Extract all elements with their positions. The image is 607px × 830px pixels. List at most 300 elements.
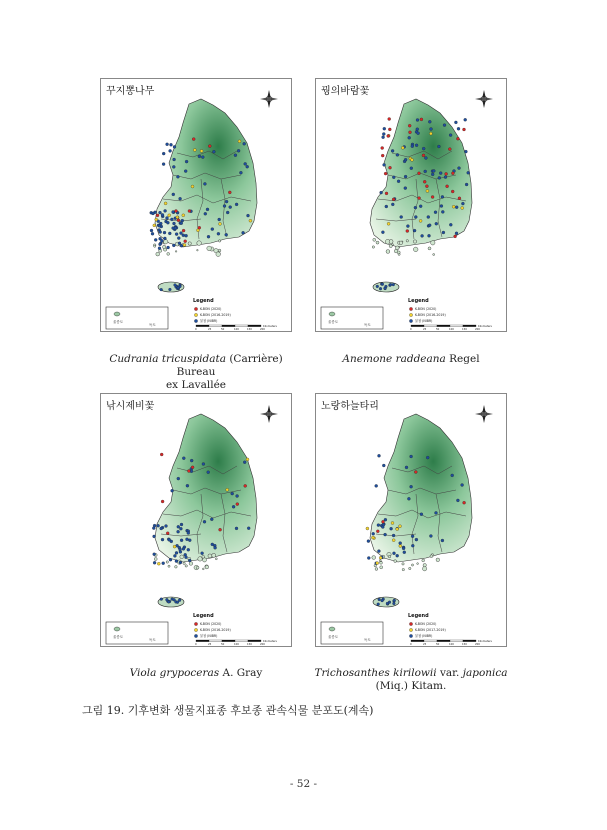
legend-title: Legend [408, 613, 429, 619]
legend-label: K-BON (2020) [200, 307, 222, 312]
scale-label: 0 [410, 643, 412, 646]
occurrence-point [185, 160, 188, 163]
occurrence-point [425, 185, 428, 188]
occurrence-point [389, 283, 392, 286]
occurrence-point [419, 205, 422, 208]
coastal-island [389, 240, 393, 244]
occurrence-point [170, 143, 173, 146]
occurrence-point [242, 231, 245, 234]
occurrence-point [442, 231, 445, 234]
occurrence-point [461, 207, 464, 210]
occurrence-point [451, 474, 454, 477]
occurrence-point [424, 170, 427, 173]
north-arrow-icon [475, 90, 493, 108]
legend-title: Legend [408, 298, 429, 304]
occurrence-point [407, 497, 410, 500]
occurrence-point [234, 154, 237, 157]
occurrence-point [159, 231, 162, 234]
legend-marker [409, 634, 412, 637]
occurrence-point [408, 124, 411, 127]
occurrence-point [393, 552, 396, 555]
occurrence-point [183, 244, 186, 247]
occurrence-point [390, 527, 393, 530]
occurrence-point [438, 176, 441, 179]
occurrence-point [172, 244, 175, 247]
coastal-island [422, 567, 426, 571]
occurrence-point [382, 523, 385, 526]
occurrence-point [440, 205, 443, 208]
occurrence-point [456, 137, 459, 140]
occurrence-point [187, 532, 190, 535]
occurrence-point [179, 197, 182, 200]
occurrence-point [172, 193, 175, 196]
scale-bar [195, 639, 278, 646]
figure-caption: 그림 19. 기후변화 생물지표종 후보종 관속식물 분포도(계속) [82, 704, 374, 717]
occurrence-point [239, 171, 242, 174]
occurrence-point [389, 166, 392, 169]
occurrence-point [238, 140, 241, 143]
occurrence-point [163, 231, 166, 234]
occurrence-point [411, 145, 414, 148]
legend-label: K-BON (2020) [415, 307, 437, 312]
occurrence-point [182, 547, 185, 550]
occurrence-point [206, 208, 209, 211]
occurrence-point [153, 524, 156, 527]
north-arrow-icon [260, 90, 278, 108]
coastal-island [197, 249, 199, 251]
occurrence-point [434, 211, 437, 214]
occurrence-point [204, 212, 207, 215]
scale-label: 200 [475, 643, 480, 646]
scale-label: 50 [436, 643, 440, 646]
occurrence-point [217, 232, 220, 235]
coastal-island [389, 244, 392, 247]
occurrence-point [173, 222, 176, 225]
occurrence-point [452, 205, 455, 208]
coastal-island [196, 566, 199, 569]
occurrence-point [173, 554, 176, 557]
occurrence-point [184, 170, 187, 173]
occurrence-point [411, 158, 414, 161]
occurrence-point [168, 538, 171, 541]
species-author: (Carrière) Bureau [176, 353, 283, 378]
coastal-island [208, 554, 212, 558]
legend-marker [409, 319, 412, 322]
occurrence-point [366, 527, 369, 530]
occurrence-point [160, 527, 163, 530]
occurrence-point [385, 192, 388, 195]
occurrence-point [392, 539, 395, 542]
coastal-island [156, 252, 160, 256]
coastal-island [183, 562, 185, 564]
coastal-island [175, 251, 177, 253]
occurrence-point [156, 214, 159, 217]
occurrence-point [463, 501, 466, 504]
coastal-island [380, 561, 383, 564]
occurrence-point [186, 538, 189, 541]
occurrence-point [169, 558, 172, 561]
legend-label: 불참 (NIBR) [200, 319, 218, 324]
scale-label: 150 [462, 328, 467, 331]
occurrence-point [202, 463, 205, 466]
occurrence-point [175, 560, 178, 563]
coastal-island [154, 558, 157, 561]
occurrence-point [182, 457, 185, 460]
occurrence-point [417, 132, 420, 135]
occurrence-point [154, 238, 157, 241]
occurrence-point [153, 553, 156, 556]
legend-title: Legend [193, 613, 214, 619]
occurrence-point [173, 158, 176, 161]
legend-label: K-BON (2016-2019) [200, 313, 231, 318]
scale-label: 25 [423, 328, 427, 331]
inset-label-dokdo: 독도 [364, 638, 371, 642]
occurrence-point [180, 244, 183, 247]
occurrence-point [392, 283, 395, 286]
occurrence-point [164, 202, 167, 205]
occurrence-point [397, 180, 400, 183]
occurrence-point [188, 210, 191, 213]
occurrence-point [178, 242, 181, 245]
occurrence-point [161, 213, 164, 216]
occurrence-point [380, 191, 383, 194]
occurrence-point [214, 546, 217, 549]
scale-label: 100 [449, 643, 454, 646]
scale-unit: Kilometers [478, 325, 492, 328]
occurrence-point [431, 173, 434, 176]
coastal-island [373, 238, 376, 241]
coastal-island [406, 240, 408, 242]
occurrence-point [392, 198, 395, 201]
legend-label: 불참 (NIBR) [200, 634, 218, 639]
occurrence-point [246, 165, 249, 168]
occurrence-point [201, 156, 204, 159]
occurrence-point [174, 284, 177, 287]
occurrence-point [406, 225, 409, 228]
occurrence-point [451, 190, 454, 193]
scale-label: 200 [475, 328, 480, 331]
occurrence-point [180, 539, 183, 542]
occurrence-point [177, 237, 180, 240]
coastal-island [402, 568, 404, 570]
occurrence-point [180, 232, 183, 235]
occurrence-point [187, 470, 190, 473]
occurrence-point [381, 154, 384, 157]
occurrence-point [171, 489, 174, 492]
occurrence-point [401, 146, 404, 149]
occurrence-point [182, 214, 185, 217]
occurrence-point [150, 229, 153, 232]
occurrence-point [160, 288, 163, 291]
coastal-island [202, 568, 204, 570]
inset-box [321, 622, 383, 644]
occurrence-point [456, 499, 459, 502]
occurrence-point [458, 197, 461, 200]
occurrence-point [162, 152, 165, 155]
scale-label: 200 [260, 328, 265, 331]
occurrence-point [387, 222, 390, 225]
occurrence-point [443, 124, 446, 127]
legend-label: 불참 (NIBR) [415, 319, 433, 324]
occurrence-point [420, 118, 423, 121]
occurrence-point [247, 527, 250, 530]
occurrence-point [229, 206, 232, 209]
occurrence-point [464, 150, 467, 153]
occurrence-point [423, 180, 426, 183]
occurrence-point [441, 539, 444, 542]
coastal-island [202, 555, 205, 558]
occurrence-point [418, 197, 421, 200]
occurrence-point [152, 212, 155, 215]
occurrence-point [175, 210, 178, 213]
occurrence-point [228, 191, 231, 194]
occurrence-point [455, 232, 458, 235]
legend-label: K-BON (2016-2019) [415, 313, 446, 318]
scale-label: 150 [247, 643, 252, 646]
coastal-island [417, 563, 419, 565]
coastal-island [202, 558, 206, 562]
occurrence-point [168, 232, 171, 235]
occurrence-point [383, 163, 386, 166]
occurrence-point [428, 224, 431, 227]
occurrence-point [177, 525, 180, 528]
coastal-island [154, 245, 156, 247]
occurrence-point [180, 523, 183, 526]
legend-label: K-BON (2016-2019) [200, 628, 231, 633]
coastal-island [216, 252, 221, 257]
occurrence-point [211, 228, 214, 231]
species-caption [311, 353, 511, 366]
occurrence-point [163, 237, 166, 240]
occurrence-point [435, 222, 438, 225]
occurrence-point [405, 466, 408, 469]
scale-label: 25 [208, 328, 212, 331]
page-number: - 52 - [289, 778, 318, 790]
occurrence-point [428, 120, 431, 123]
occurrence-point [441, 210, 444, 213]
occurrence-point [376, 285, 379, 288]
occurrence-point [422, 154, 425, 157]
occurrence-point [188, 559, 191, 562]
occurrence-point [159, 222, 162, 225]
occurrence-point [179, 561, 182, 564]
occurrence-point [190, 459, 193, 462]
occurrence-point [376, 530, 379, 533]
occurrence-point [219, 528, 222, 531]
scale-label: 0 [195, 643, 197, 646]
occurrence-point [382, 133, 385, 136]
coastal-island [212, 553, 216, 557]
coastal-island [436, 558, 440, 562]
occurrence-point [428, 234, 431, 237]
occurrence-point [414, 471, 417, 474]
occurrence-point [175, 233, 178, 236]
species-caption [311, 667, 511, 693]
occurrence-point [161, 500, 164, 503]
coastal-island [409, 567, 411, 569]
occurrence-point [410, 455, 413, 458]
scale-bar [410, 639, 493, 646]
species-author: var. [436, 667, 463, 679]
legend-marker [194, 622, 197, 625]
occurrence-point [173, 145, 176, 148]
scale-label: 100 [234, 643, 239, 646]
occurrence-point [422, 147, 425, 150]
coastal-island [428, 247, 431, 250]
coastal-island [372, 556, 376, 560]
occurrence-point [384, 172, 387, 175]
panel-title: 노랑하늘타리 [321, 401, 379, 412]
occurrence-point [182, 229, 185, 232]
scale-unit: Kilometers [263, 640, 277, 643]
coastal-island [379, 560, 381, 562]
inset-box [106, 307, 168, 329]
occurrence-point [429, 132, 432, 135]
occurrence-point [446, 185, 449, 188]
occurrence-point [235, 527, 238, 530]
occurrence-point [404, 158, 407, 161]
occurrence-point [377, 550, 380, 553]
occurrence-point [391, 203, 394, 206]
coastal-island [411, 564, 413, 566]
scale-label: 25 [208, 643, 212, 646]
occurrence-point [167, 246, 170, 249]
panel-title: 꿩의바람꽃 [321, 86, 370, 97]
map-panel-anemone [315, 78, 507, 332]
occurrence-point [159, 243, 162, 246]
occurrence-point [155, 218, 158, 221]
legend-marker [409, 313, 412, 316]
occurrence-point [231, 492, 234, 495]
occurrence-point [427, 216, 430, 219]
species-name: Trichosanthes kirilowii [314, 667, 437, 679]
occurrence-point [424, 157, 427, 160]
occurrence-point [454, 121, 457, 124]
occurrence-point [381, 231, 384, 234]
map-panel-cudrania [100, 78, 292, 332]
occurrence-point [169, 288, 172, 291]
occurrence-point [176, 216, 179, 219]
coastal-island [175, 566, 178, 569]
occurrence-point [172, 165, 175, 168]
occurrence-point [246, 458, 249, 461]
occurrence-point [435, 511, 438, 514]
scale-label: 50 [221, 328, 225, 331]
inset-label-dokdo: 독도 [149, 638, 156, 642]
coastal-island [423, 564, 426, 567]
species-name: Cudrania tricuspidata [109, 353, 226, 365]
occurrence-point [414, 216, 417, 219]
occurrence-point [393, 599, 396, 602]
occurrence-point [396, 554, 399, 557]
occurrence-point [225, 233, 228, 236]
panel-title: 낚시제비꽃 [106, 401, 155, 412]
legend-marker [194, 319, 197, 322]
coastal-island [388, 555, 391, 558]
occurrence-point [409, 131, 412, 134]
occurrence-point [177, 219, 180, 222]
occurrence-point [415, 144, 418, 147]
map-panel-trichosanthes [315, 393, 507, 647]
occurrence-point [382, 136, 385, 139]
occurrence-point [153, 561, 156, 564]
occurrence-point [372, 532, 375, 535]
occurrence-point [454, 235, 457, 238]
coastal-island [380, 566, 383, 569]
occurrence-point [439, 172, 442, 175]
occurrence-point [387, 135, 390, 138]
occurrence-point [191, 466, 194, 469]
occurrence-point [203, 520, 206, 523]
occurrence-point [381, 599, 384, 602]
species-caption [96, 353, 296, 392]
coastal-island [168, 565, 170, 567]
occurrence-point [449, 223, 452, 226]
coastal-island [376, 241, 379, 244]
occurrence-point [166, 221, 169, 224]
coastal-island [431, 241, 435, 245]
occurrence-point [384, 533, 387, 536]
scale-label: 150 [247, 328, 252, 331]
occurrence-point [413, 229, 416, 232]
occurrence-point [208, 145, 211, 148]
coastal-island [218, 249, 221, 252]
legend-marker [194, 634, 197, 637]
occurrence-point [180, 222, 183, 225]
occurrence-point [212, 150, 215, 153]
coastal-island [433, 254, 435, 256]
inset-label-dokdo: 독도 [149, 323, 156, 327]
occurrence-point [465, 183, 468, 186]
occurrence-point [463, 128, 466, 131]
occurrence-point [159, 211, 162, 214]
species-author-line2: ex Lavallée [165, 379, 227, 391]
occurrence-point [441, 195, 444, 198]
coastal-island [386, 250, 390, 254]
occurrence-point [243, 461, 246, 464]
legend-marker [194, 307, 197, 310]
legend-label: K-BON (2017-2019) [415, 628, 446, 633]
occurrence-point [164, 209, 167, 212]
occurrence-point [411, 544, 414, 547]
occurrence-point [408, 136, 411, 139]
occurrence-point [444, 176, 447, 179]
occurrence-point [379, 556, 382, 559]
species-author-line2: (Miq.) Kitam. [375, 680, 447, 692]
occurrence-point [391, 522, 394, 525]
occurrence-point [458, 167, 461, 170]
occurrence-point [381, 147, 384, 150]
occurrence-point [386, 602, 389, 605]
occurrence-point [201, 552, 204, 555]
occurrence-point [419, 219, 422, 222]
occurrence-point [383, 127, 386, 130]
occurrence-point [177, 530, 180, 533]
occurrence-point [153, 224, 156, 227]
occurrence-point [455, 206, 458, 209]
occurrence-point [237, 149, 240, 152]
distribution-map [101, 79, 291, 331]
occurrence-point [461, 202, 464, 205]
occurrence-point [177, 477, 180, 480]
occurrence-point [375, 484, 378, 487]
coastal-island [394, 560, 397, 563]
occurrence-point [461, 484, 464, 487]
occurrence-point [226, 211, 229, 214]
occurrence-point [172, 211, 175, 214]
occurrence-point [415, 538, 418, 541]
occurrence-point [404, 187, 407, 190]
